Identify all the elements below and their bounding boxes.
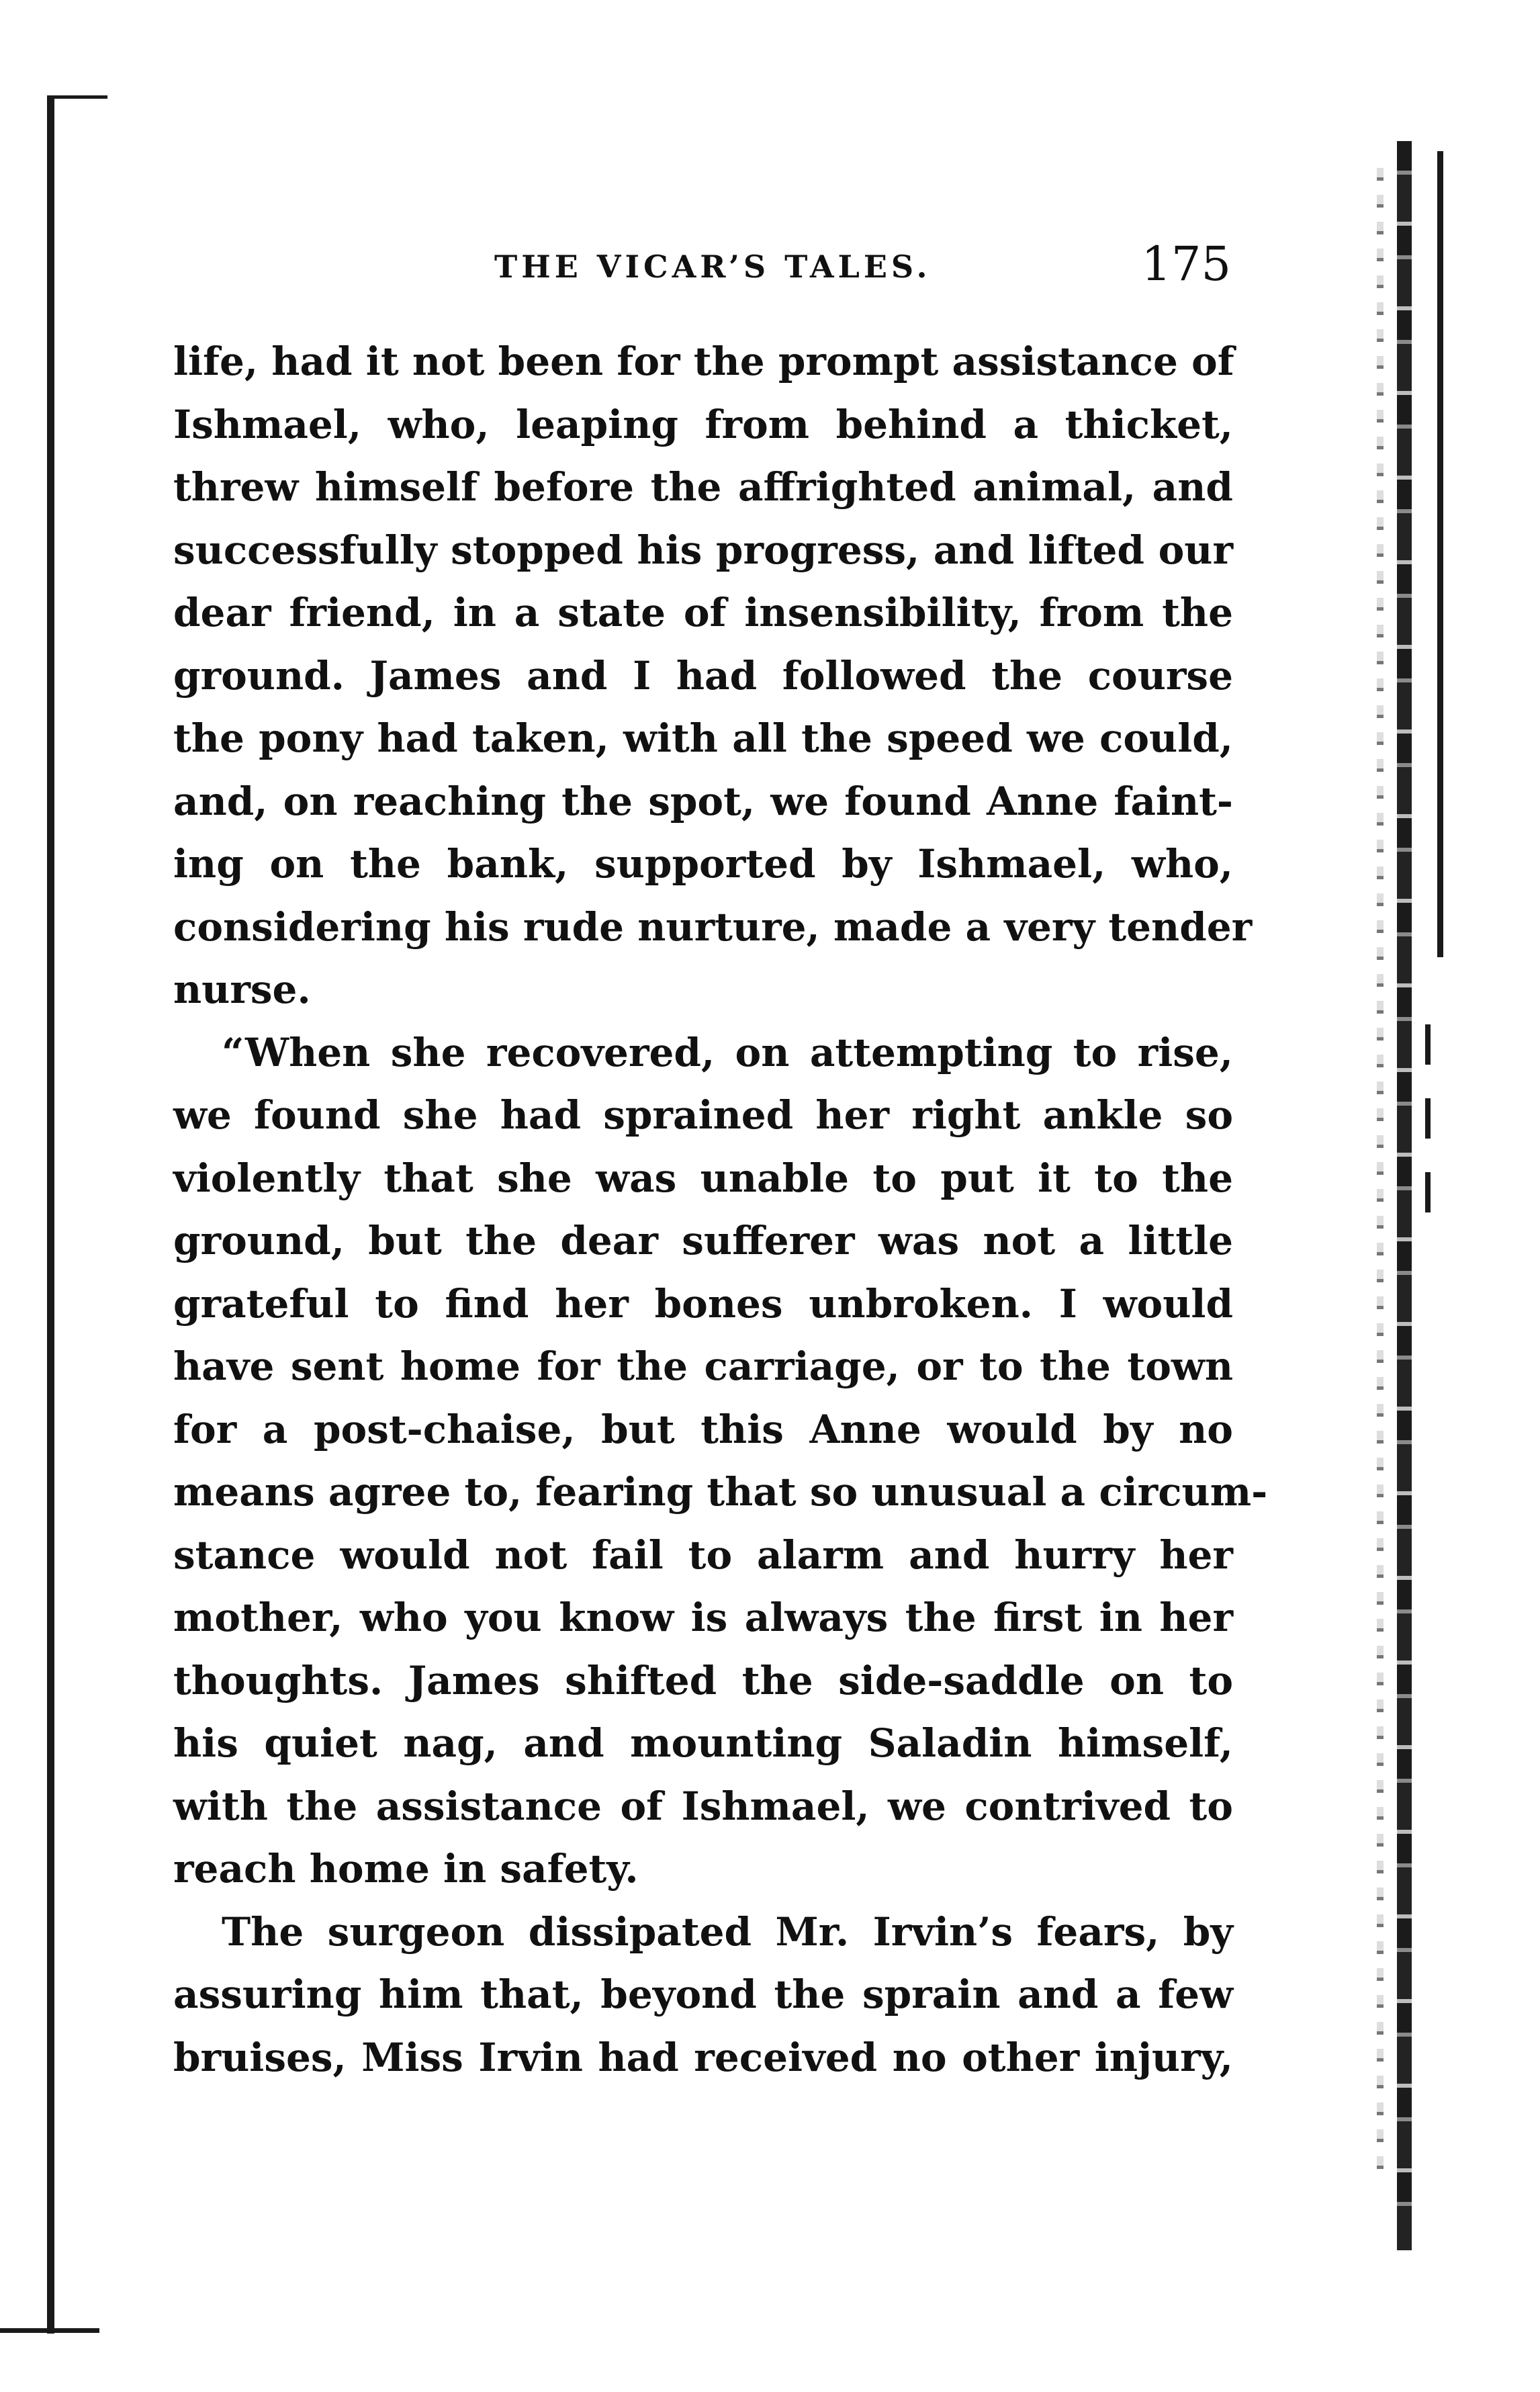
text-line: stance would not fail to alarm and hurry her — [173, 1532, 1233, 1578]
text-line: for a post-chaise, but this Anne would by no — [173, 1406, 1233, 1452]
page-header — [173, 236, 1231, 304]
text-line: dear friend, in a state of insensibility, from the — [173, 590, 1233, 635]
right-margin-ticks — [1425, 1024, 1431, 1239]
running-head: THE VICAR’S TALES. — [494, 249, 932, 285]
text-line: ground, but the dear sufferer was not a little — [173, 1218, 1233, 1264]
text-line: life, had it not been for the prompt assistance of — [173, 339, 1234, 384]
text-line: we found she had sprained her right ankle so — [173, 1092, 1233, 1138]
book-spine-edge — [1397, 141, 1412, 2250]
text-line: grateful to find her bones unbroken. I would — [173, 1280, 1233, 1327]
paragraph — [173, 1022, 1268, 1901]
text-line: ground. James and I had followed the course — [173, 652, 1233, 699]
text-line: the pony had taken, with all the speed we could, — [173, 715, 1233, 761]
text-line: bruises, Miss Irvin had received no other injury, — [173, 2034, 1233, 2080]
page-number: 175 — [1141, 236, 1231, 292]
text-line: ing on the bank, supported by Ishmael, who, — [173, 841, 1233, 887]
text-line: Ishmael, who, leaping from behind a thicket, — [173, 401, 1233, 447]
text-line: “When she recovered, on attempting to rise, — [222, 1029, 1233, 1075]
text-line: and, on reaching the spot, we found Anne faint- — [173, 778, 1233, 824]
text-line: considering his rude nurture, made a very tender — [173, 903, 1253, 950]
text-line: nurse. — [173, 967, 311, 1012]
paragraph — [173, 330, 1253, 1022]
paragraph — [173, 1901, 1233, 2090]
left-margin-rule-bottom — [0, 2328, 99, 2333]
text-line: reach home in safety. — [173, 1846, 639, 1892]
text-line: The surgeon dissipated Mr. Irvin’s fears, by — [222, 1908, 1233, 1955]
left-margin-rule — [47, 95, 54, 2334]
left-margin-rule-top — [47, 95, 107, 99]
text-line: threw himself before the affrighted animal, and — [173, 464, 1233, 510]
text-line: violently that she was unable to put it to the — [173, 1155, 1233, 1201]
page-body — [173, 330, 1268, 2089]
text-line: successfully stopped his progress, and lifted our — [173, 527, 1233, 573]
right-margin-rule — [1437, 151, 1443, 957]
text-line: his quiet nag, and mounting Saladin himself, — [173, 1720, 1233, 1766]
page-edge-shadow — [1377, 168, 1384, 2183]
text-line: thoughts. James shifted the side-saddle on to — [173, 1657, 1233, 1703]
text-line: with the assistance of Ishmael, we contrived to — [173, 1783, 1233, 1829]
text-line: mother, who you know is always the first in her — [173, 1595, 1233, 1640]
text-line: assuring him that, beyond the sprain and a few — [173, 1972, 1233, 2017]
text-line: have sent home for the carriage, or to the town — [173, 1343, 1233, 1389]
text-line: means agree to, fearing that so unusual a circum- — [173, 1469, 1268, 1515]
